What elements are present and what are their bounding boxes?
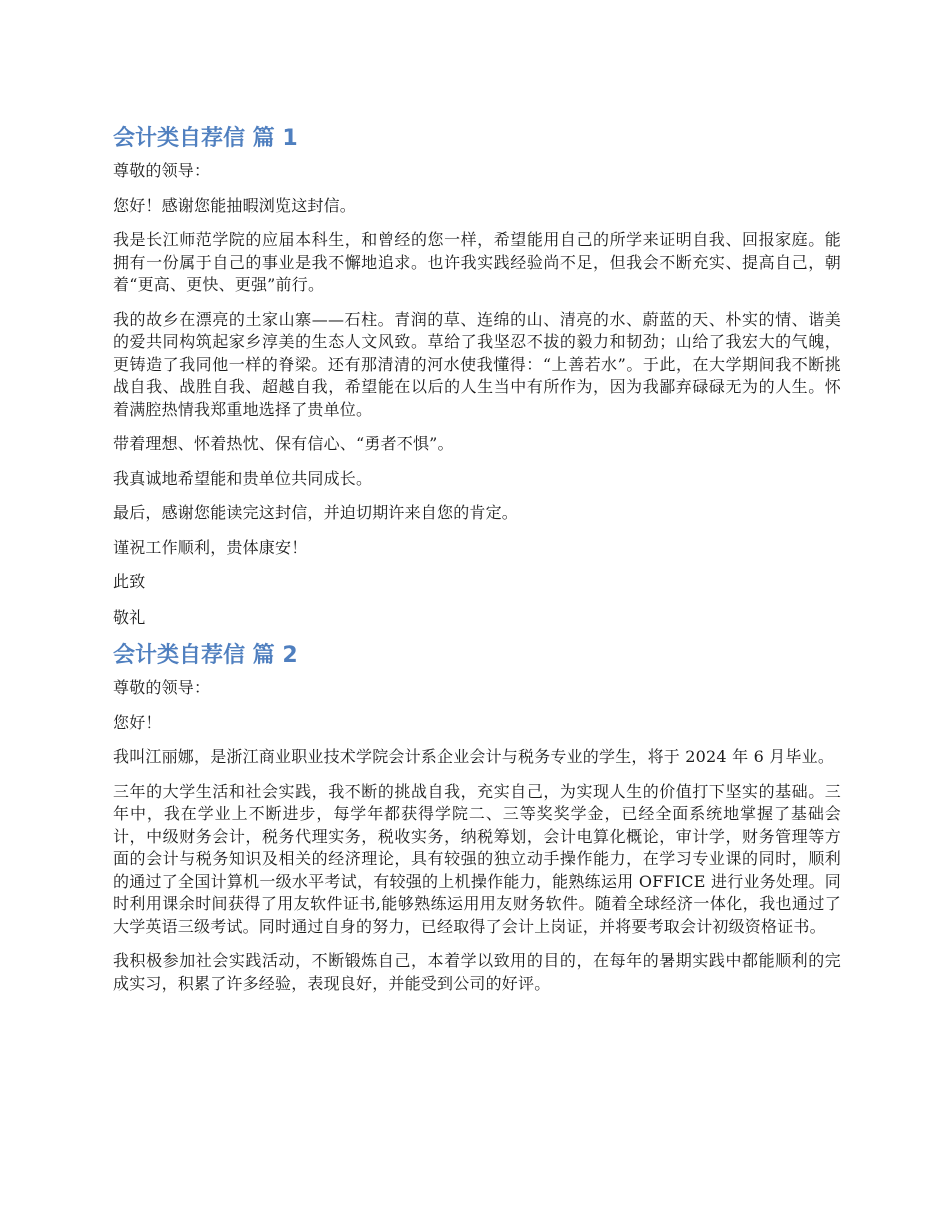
body-paragraph: 带着理想、怀着热忱、保有信心、“勇者不惧”。 [113,434,454,453]
greeting: 您好！感谢您能抽暇浏览这封信。 [113,195,357,215]
body-paragraph: 我真诚地希望能和贵单位共同成长。 [113,468,373,488]
body-paragraph: 我是长江师范学院的应届本科生，和曾经的您一样，希望能用自己的所学来证明自我、回报家庭。能拥有一份属于自己的事业是我不懈地追求。也许我实践经验尚不足，但我会不断充实、提高自己，朝着“更高、更快、更强”前行。 [113,230,841,294]
section-heading: 会计类自荐信 篇 2 [113,643,298,668]
document-page [113,124,841,1007]
body-paragraph: 我积极参加社会实践活动，不断锻炼自己，本着学以致用的目的，在每年的暑期实践中都能顺利的完成实习，积累了许多经验，表现良好，并能受到公司的好评。 [113,951,841,993]
letter-section-2 [113,641,841,995]
letter-section-1 [113,124,841,629]
body-paragraph: 三年的大学生活和社会实践，我不断的挑战自我，充实自己，为实现人生的价值打下坚实的基础。三年中，我在学业上不断进步，每学年都获得学院二、三等奖奖学金，已经全面系统地掌握了基础会计，中级财务会计，税务代理实务，税收实务，纳税筹划，会计电算化概论，审计学，财务管理等方面的会计与税务知识及相关的经济理论，具有较强的独立动手操作能力，在学习专业课的同时，顺利的通过了全国计算机一级水平考试，有较强的上机操作能力，能熟练运用 OFFICE 进行业务处理。同时利用课余时间获得了用友软件证书,能够熟练运用用友财务软件。随着全球经济一体化，我也通过了大学英语三级考试。同时通过自身的努力，已经取得了会计上岗证，并将要考取会计初级资格证书。 [113,781,841,936]
closing-line: 此致 [113,572,146,591]
closing-line: 敬礼 [113,607,146,627]
body-paragraph: 我叫江丽娜，是浙江商业职业技术学院会计系企业会计与税务专业的学生，将于 2024 年 6 月毕业。 [113,747,835,766]
salutation: 尊敬的领导： [113,678,211,697]
salutation: 尊敬的领导： [113,161,211,180]
body-paragraph: 我的故乡在漂亮的土家山寨——石柱。青润的草、连绵的山、清亮的水、蔚蓝的天、朴实的情、谐美的爱共同构筑起家乡淳美的生态人文风致。草给了我坚忍不拔的毅力和韧劲；山给了我宏大的气魄，更铸造了我同他一样的脊梁。还有那清清的河水使我懂得：“上善若水”。于此，在大学期间我不断挑战自我、战胜自我、超越自我，希望能在以后的人生当中有所作为，因为我鄙弃碌碌无为的人生。怀着满腔热情我郑重地选择了贵单位。 [113,309,841,419]
body-paragraph: 最后，感谢您能读完这封信，并迫切期许来自您的肯定。 [113,503,519,522]
greeting: 您好！ [113,712,162,732]
closing-wish: 谨祝工作顺利，贵体康安！ [113,537,308,557]
section-heading: 会计类自荐信 篇 1 [113,126,298,151]
